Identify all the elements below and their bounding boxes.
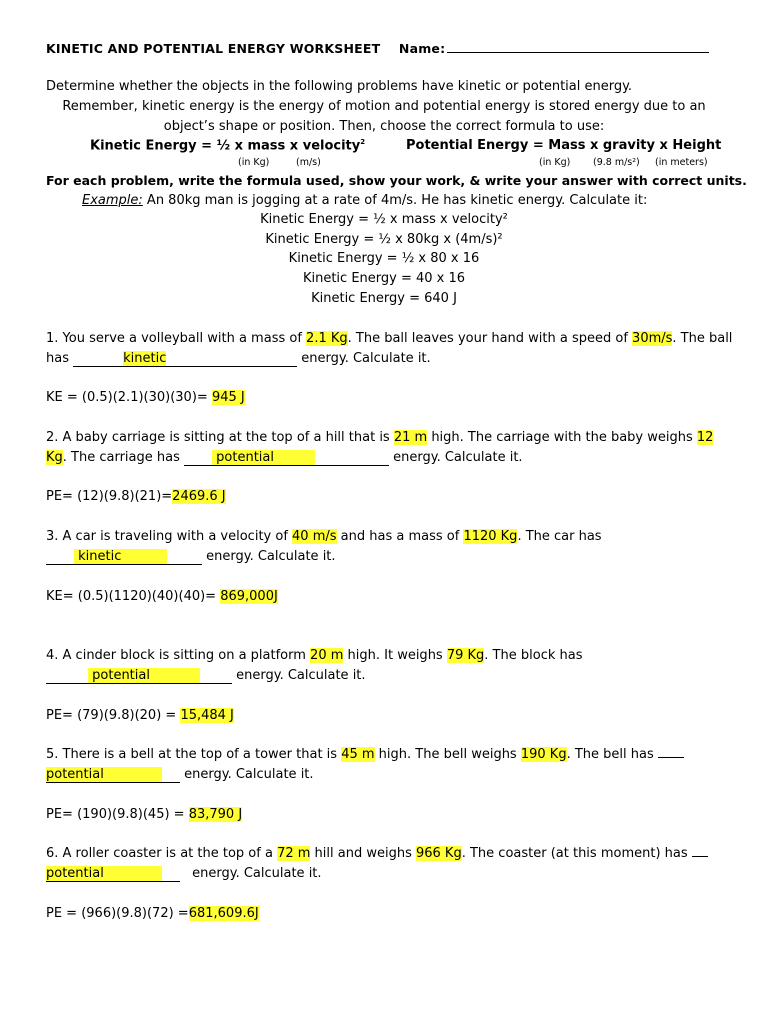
problem-1-result: 945 J xyxy=(211,390,245,405)
problem-6-answer-blank[interactable] xyxy=(46,866,180,882)
problem-5-line-1 xyxy=(46,747,684,762)
problem-1-line-1 xyxy=(46,331,732,346)
intro-line-2: Remember, kinetic energy is the energy of motion and potential energy is stored energy due to an xyxy=(62,99,706,114)
problem-4-mass: 79 Kg xyxy=(446,648,485,663)
problem-1-text-a: 1. You serve a volleyball with a mass of xyxy=(46,331,307,346)
problem-5-work xyxy=(46,807,242,822)
kinetic-unit-mass: (in Kg) xyxy=(238,157,270,168)
problem-6-result: 681,609.6J xyxy=(188,906,259,921)
problem-2-result: 2469.6 J xyxy=(172,489,226,504)
title-text: KINETIC AND POTENTIAL ENERGY WORKSHEET xyxy=(46,41,381,56)
problem-2-text-c: . The carriage has xyxy=(62,450,185,465)
problem-1-speed: 30m/s xyxy=(632,331,673,346)
problem-2-work-text: PE= (12)(9.8)(21)= xyxy=(46,489,173,504)
problem-3-answer-blank[interactable] xyxy=(46,549,202,565)
problem-4-text-a: 4. A cinder block is sitting on a platform xyxy=(46,648,311,663)
problem-1-work xyxy=(46,390,245,405)
potential-unit-mass: (in Kg) xyxy=(539,157,571,168)
problem-3-work xyxy=(46,589,278,604)
problem-2-height: 21 m xyxy=(393,430,428,445)
problem-6-text-e: energy. Calculate it. xyxy=(188,866,322,881)
instructions: For each problem, write the formula used, show your work, & write your answer with correct units. xyxy=(46,173,747,188)
problem-1-work-text: KE = (0.5)(2.1)(30)(30)= xyxy=(46,390,212,405)
problem-5-text-e: energy. Calculate it. xyxy=(180,767,314,782)
example-line xyxy=(82,193,647,208)
kinetic-formula-exponent: 2 xyxy=(360,138,366,146)
problem-3-answer: kinetic xyxy=(78,549,122,564)
problem-2-mass-value: 12 xyxy=(696,430,714,445)
problem-2-text-e: energy. Calculate it. xyxy=(389,450,523,465)
intro-line-3: object’s shape or position. Then, choose the correct formula to use: xyxy=(163,119,605,134)
problem-4-answer-blank[interactable] xyxy=(46,668,232,684)
problem-2-answer-blank[interactable] xyxy=(184,450,389,466)
problem-2-text-b: high. The carriage with the baby weighs xyxy=(427,430,697,445)
problem-1-text-b: . The ball leaves your hand with a speed of xyxy=(347,331,633,346)
problem-6-text-c: . The coaster (at this moment) has xyxy=(461,846,692,861)
problem-5-mass: 190 Kg xyxy=(520,747,567,762)
problem-3-text-e: energy. Calculate it. xyxy=(202,549,336,564)
problem-4-text-c: . The block has xyxy=(484,648,583,663)
problem-5-height: 45 m xyxy=(341,747,375,762)
example-step-2: Kinetic Energy = ½ x 80kg x (4m/s)² xyxy=(265,232,503,247)
problem-5-work-text: PE= (190)(9.8)(45) = xyxy=(46,807,189,822)
problem-5-answer: potential xyxy=(46,767,104,782)
problem-4-text-e: energy. Calculate it. xyxy=(232,668,366,683)
problem-6-text-b: hill and weighs xyxy=(310,846,416,861)
example-step-5: Kinetic Energy = 640 J xyxy=(311,291,457,306)
problem-6-work xyxy=(46,906,259,921)
problem-2-text-a: 2. A baby carriage is sitting at the top of a hill that is xyxy=(46,430,394,445)
worksheet-title xyxy=(46,39,709,56)
potential-unit-height: (in meters) xyxy=(655,157,708,168)
problem-1-text-e: energy. Calculate it. xyxy=(297,351,431,366)
problem-2-line-2 xyxy=(46,450,523,466)
problem-1-line-2 xyxy=(46,351,431,367)
problem-1-answer-blank[interactable] xyxy=(73,351,297,367)
problem-4-text-b: high. It weighs xyxy=(343,648,447,663)
problem-5-line-2 xyxy=(46,767,314,783)
problem-5-text-a: 5. There is a bell at the top of a tower that is xyxy=(46,747,342,762)
problem-1-mass: 2.1 Kg xyxy=(306,331,348,346)
problem-1-text-d: has xyxy=(46,351,74,366)
problem-3-text-a: 3. A car is traveling with a velocity of xyxy=(46,529,293,544)
name-label: Name: xyxy=(398,41,446,56)
kinetic-formula-text: Kinetic Energy = ½ x mass x velocity xyxy=(90,138,361,154)
example-text: An 80kg man is jogging at a rate of 4m/s. He has kinetic energy. Calculate it: xyxy=(146,193,648,208)
intro-line-1: Determine whether the objects in the following problems have kinetic or potential energy. xyxy=(46,79,633,94)
problem-3-text-b: and has a mass of xyxy=(336,529,464,544)
problem-3-line-1 xyxy=(46,529,602,544)
problem-6-line-2 xyxy=(46,866,322,882)
problem-4-work xyxy=(46,708,234,723)
problem-3-velocity: 40 m/s xyxy=(292,529,337,544)
problem-3-text-c: . The car has xyxy=(517,529,602,544)
problem-6-work-text: PE = (966)(9.8)(72) = xyxy=(46,906,189,921)
problem-6-blank-start xyxy=(692,856,708,857)
kinetic-unit-velocity: (m/s) xyxy=(296,157,321,168)
problem-4-work-text: PE= (79)(9.8)(20) = xyxy=(46,708,181,723)
problem-6-text-a: 6. A roller coaster is at the top of a xyxy=(46,846,278,861)
problem-2-work xyxy=(46,489,226,504)
potential-formula: Potential Energy = Mass x gravity x Height xyxy=(406,138,722,153)
problem-5-text-b: high. The bell weighs xyxy=(374,747,521,762)
problem-4-height: 20 m xyxy=(310,648,344,663)
problem-6-mass: 966 Kg xyxy=(415,846,462,861)
problem-3-work-text: KE= (0.5)(1120)(40)(40)= xyxy=(46,589,221,604)
problem-2-line-1 xyxy=(46,430,713,445)
problem-4-answer: potential xyxy=(92,668,150,683)
problem-2-mass-unit: Kg xyxy=(46,450,63,465)
name-field[interactable] xyxy=(447,39,709,53)
problem-4-result: 15,484 J xyxy=(180,708,234,723)
problem-3-result: 869,000J xyxy=(220,589,278,604)
problem-4-line-2 xyxy=(46,668,366,684)
kinetic-formula xyxy=(90,138,365,153)
problem-5-result: 83,790 J xyxy=(188,807,243,822)
example-step-3: Kinetic Energy = ½ x 80 x 16 xyxy=(288,251,480,266)
problem-5-blank-start xyxy=(658,757,684,758)
problem-6-answer: potential xyxy=(46,866,104,881)
problem-3-line-2 xyxy=(46,549,336,565)
problem-1-text-c: . The ball xyxy=(672,331,733,346)
problem-5-answer-blank[interactable] xyxy=(46,767,180,783)
example-step-4: Kinetic Energy = 40 x 16 xyxy=(302,271,466,286)
problem-5-text-c: . The bell has xyxy=(566,747,658,762)
problem-6-height: 72 m xyxy=(277,846,311,861)
problem-6-line-1 xyxy=(46,846,708,861)
problem-1-answer: kinetic xyxy=(123,351,167,366)
problem-3-mass: 1120 Kg xyxy=(463,529,518,544)
example-step-1: Kinetic Energy = ½ x mass x velocity² xyxy=(260,212,508,227)
problem-2-answer: potential xyxy=(216,450,274,465)
example-label: Example: xyxy=(82,193,143,208)
potential-unit-gravity: (9.8 m/s²) xyxy=(593,157,640,168)
problem-4-line-1 xyxy=(46,648,582,663)
